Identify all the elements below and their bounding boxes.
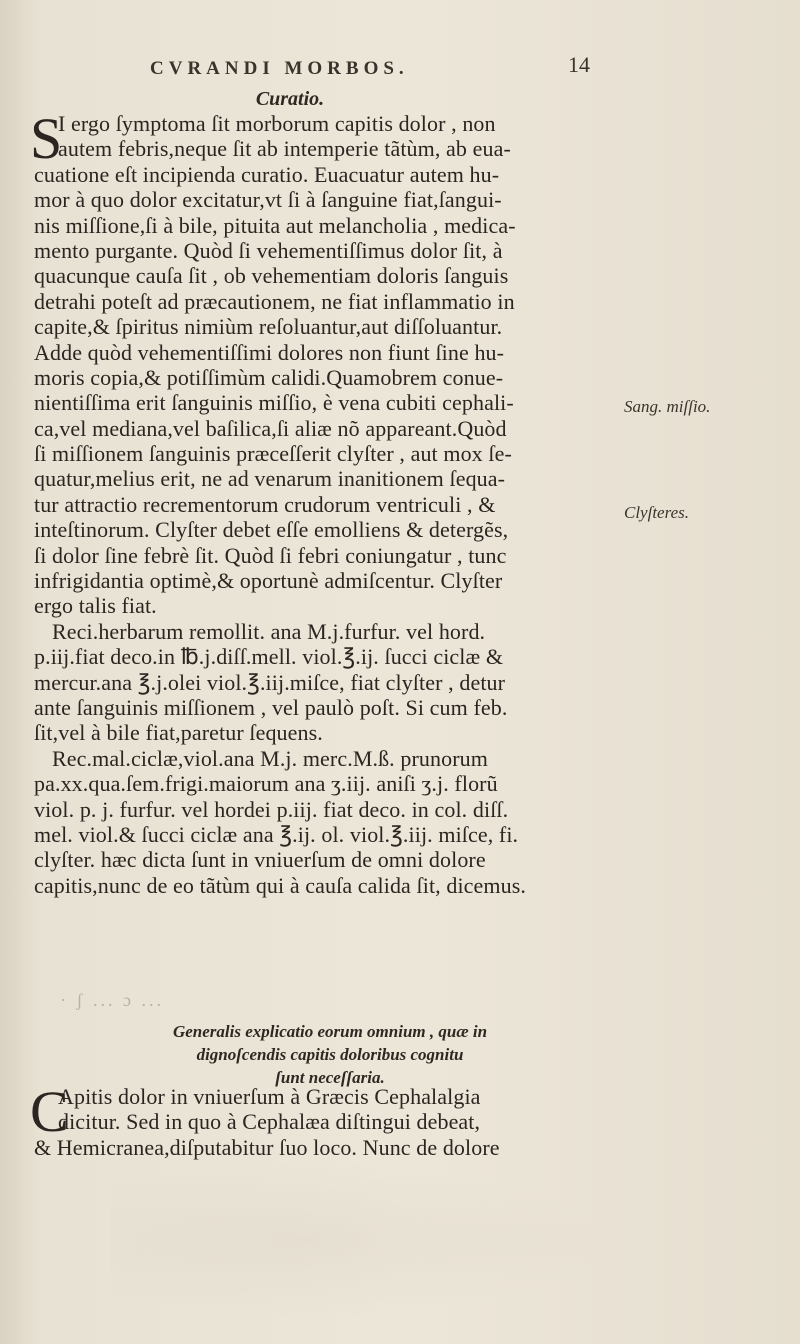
drop-cap-s: S — [30, 106, 63, 171]
text-line: infrigidantia optimè,& oportunè admiſcentur. Clyſter — [34, 568, 503, 594]
page-number: 14 — [568, 52, 590, 77]
text-line: ergo talis fiat. — [34, 593, 157, 619]
text-line: cuatione eſt incipienda curatio. Euacuatur autem hu- — [34, 161, 500, 187]
text-line: dicitur. Sed in quo à Cephalæa diſtingui debeat, — [58, 1109, 481, 1135]
text-line: nis miſſione,ſi à bile, pituita aut melancholia , medica- — [34, 212, 516, 238]
recipe-line: viol. p. j. furfur. vel hordei p.iij. fiat deco. in col. diſſ. — [34, 796, 509, 822]
section-heading-line: ſunt neceſſaria. — [275, 1068, 385, 1087]
text-line: ca,vel mediana,vel baſilica,ſi aliæ nõ appareant.Quòd — [34, 415, 507, 441]
text-line: quatur,melius erit, ne ad venarum inanitionem ſequa- — [34, 466, 506, 492]
recipe-line: mercur.ana ℥.j.olei viol.℥.iij.miſce, fiat clyſter , detur — [34, 669, 506, 695]
recipe-line: clyſter. hæc dicta ſunt in vniuerſum de omni dolore — [34, 847, 486, 873]
text-line: ſi miſſionem ſanguinis præceſſerit clyſter , aut mox ſe- — [34, 441, 512, 467]
recipe-line: Reci.herbarum remollit. ana M.j.furfur. vel hord. — [52, 618, 486, 644]
text-line: tur attractio recrementorum crudorum ventriculi , & — [34, 491, 496, 517]
text-line: I ergo ſymptoma ſit morborum capitis dolor , non — [58, 111, 496, 136]
margin-note-sang-missio: Sang. miſſio. — [624, 397, 711, 416]
heading-curatio: Curatio. — [255, 88, 325, 110]
show-through-text: · ʃ ... ɔ ... — [60, 990, 164, 1010]
recipe-line: p.iij.fiat deco.in ℔.j.diſſ.mell. viol.℥.ij. ſucci ciclæ & — [34, 644, 504, 670]
text-line: detrahi poteſt ad præcautionem, ne fiat inflammatio in — [34, 288, 515, 314]
text-line: autem febris,neque ſit ab intemperie tãtùm, ab eua- — [58, 136, 511, 162]
running-head-title: CVRANDI MORBOS. — [150, 58, 409, 79]
text-line: Adde quòd vehementiſſimi dolores non fiunt ſine hu- — [34, 339, 505, 365]
section-heading-line: Generalis explicatio eorum omnium , quæ in — [172, 1022, 488, 1041]
recipe-line: pa.xx.qua.ſem.frigi.maiorum ana ʒ.iij. aniſi ʒ.j. florũ — [34, 771, 498, 797]
paper-show-through — [110, 1160, 610, 1320]
text-line: moris copia,& potiſſimùm calidi.Quamobrem conue- — [34, 364, 504, 390]
text-line: inteſtinorum. Clyſter debet eſſe emolliens & detergẽs, — [34, 517, 509, 543]
recipe-line: Rec.mal.ciclæ,viol.ana M.j. merc.M.ß. prunorum — [52, 745, 488, 771]
text-line: ſi dolor ſine febrè ſit. Quòd ſi febri coniungatur , tunc — [34, 542, 507, 568]
second-paragraph — [34, 1084, 604, 1160]
recipe-line: ante ſanguinis miſſionem , vel paulò poſt. Si cum feb. — [34, 694, 508, 720]
margin-note-clysteres: Clyſteres. — [624, 503, 689, 522]
drop-cap-c: C — [30, 1079, 69, 1144]
section-heading — [60, 1020, 600, 1089]
text-line: capite,& ſpiritus nimiùm reſoluantur,aut diſſoluantur. — [34, 314, 503, 340]
main-paragraph — [34, 111, 604, 898]
text-line: nientiſſima erit ſanguinis miſſio, è vena cubiti cephali- — [34, 390, 514, 416]
text-line: mento purgante. Quòd ſi vehementiſſimus dolor ſit, à — [34, 237, 503, 263]
section-heading-line: dignoſcendis capitis doloribus cognitu — [196, 1045, 464, 1064]
recipe-line: capitis,nunc de eo tãtùm qui à cauſa calida ſit, dicemus. — [34, 872, 526, 898]
recipe-line: ſit,vel à bile fiat,paretur ſequens. — [34, 720, 323, 746]
recipe-line: mel. viol.& ſucci ciclæ ana ℥.ij. ol. viol.℥.iij. miſce, fi. — [34, 821, 519, 847]
text-line: quacunque cauſa ſit , ob vehementiam doloris ſanguis — [34, 263, 509, 289]
text-line: & Hemicranea,diſputabitur ſuo loco. Nunc de dolore — [34, 1134, 500, 1160]
text-line: mor à quo dolor excitatur,vt ſi à ſanguine fiat,ſangui- — [34, 187, 502, 213]
running-head — [0, 52, 800, 92]
text-line: Apitis dolor in vniuerſum à Græcis Cephalalgia — [58, 1084, 481, 1109]
